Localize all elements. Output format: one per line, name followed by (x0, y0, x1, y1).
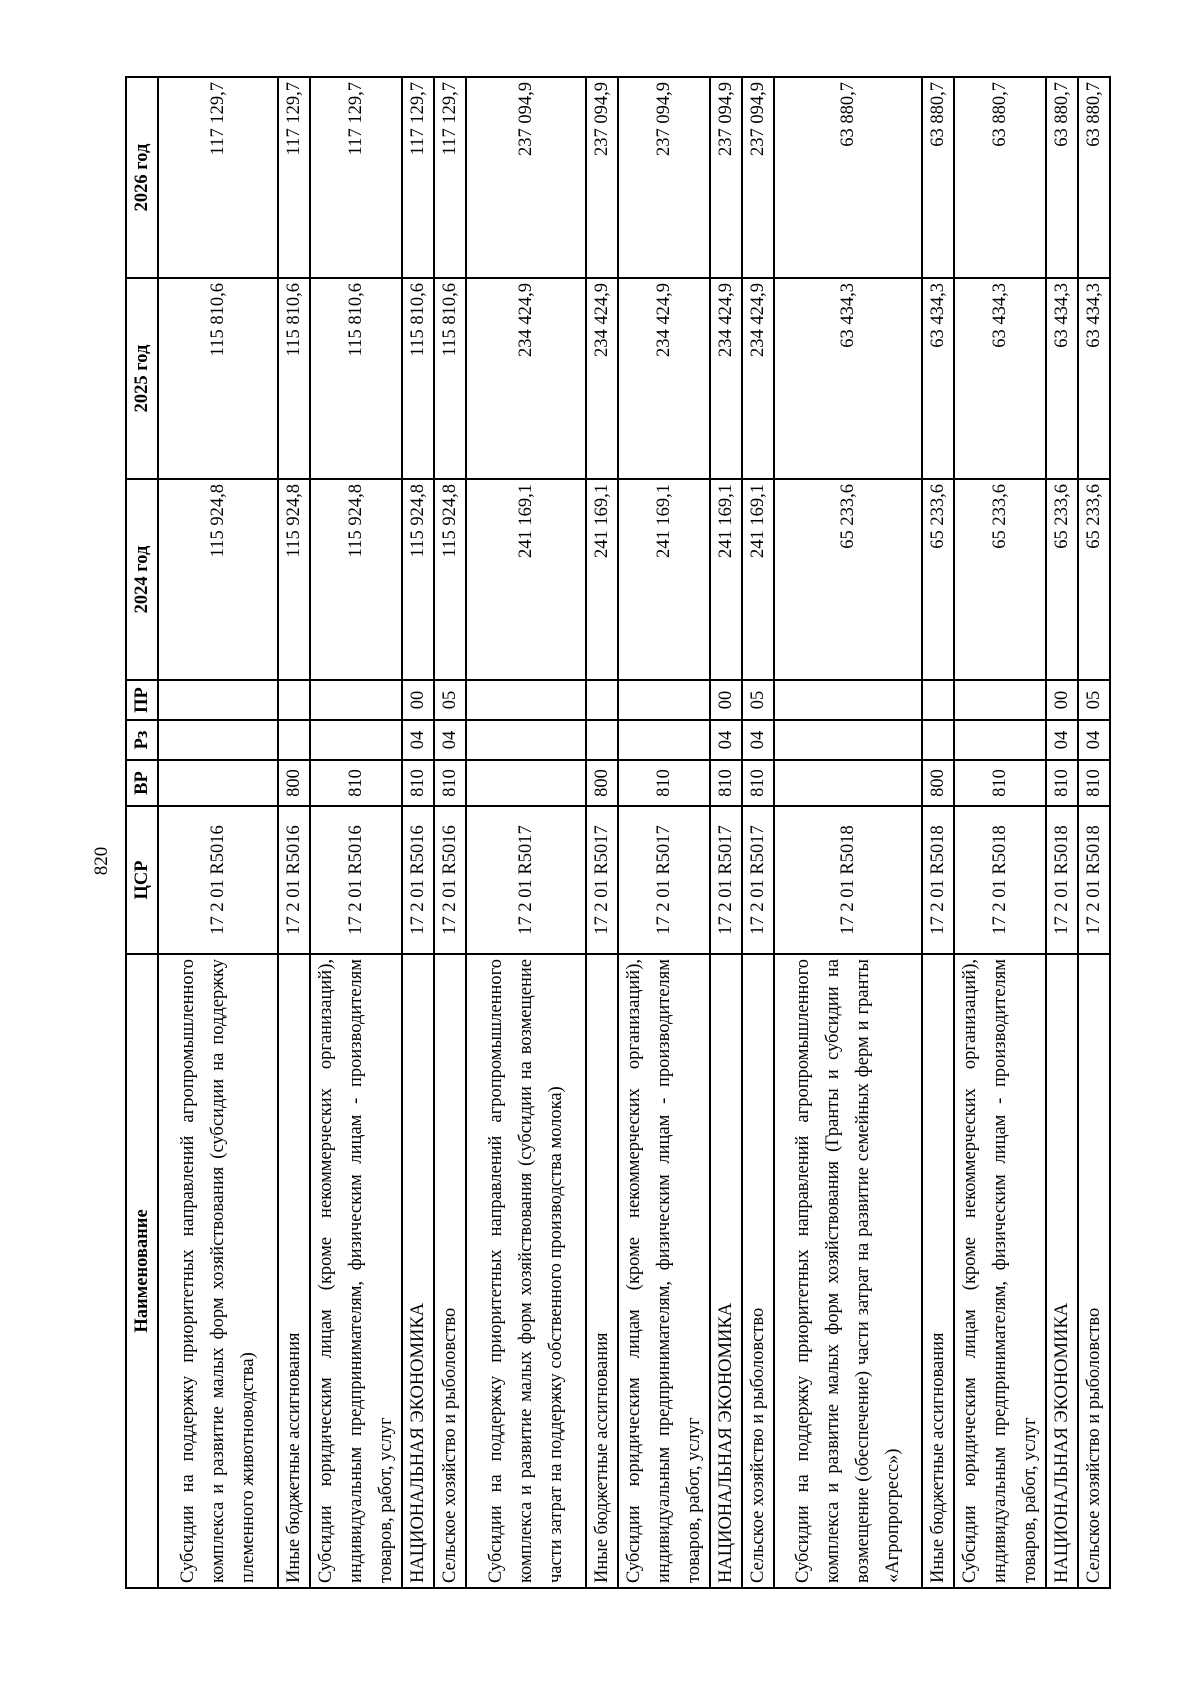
row-2024: 241 169,1 (586, 479, 618, 680)
row-2024: 65 233,6 (774, 479, 922, 680)
row-2024: 115 924,8 (310, 479, 402, 680)
row-pr (158, 680, 278, 720)
row-2026: 237 094,9 (742, 77, 774, 278)
row-2026: 63 880,7 (1046, 77, 1078, 278)
row-csr: 17 2 01 R5017 (586, 806, 618, 954)
row-rz (158, 720, 278, 760)
row-2026: 117 129,7 (158, 77, 278, 278)
row-vr: 810 (710, 760, 742, 806)
header-2025: 2025 год (126, 278, 158, 479)
row-vr: 800 (278, 760, 310, 806)
header-csr: ЦСР (126, 806, 158, 954)
row-name: НАЦИОНАЛЬНАЯ ЭКОНОМИКА (402, 954, 434, 1588)
row-2026: 237 094,9 (586, 77, 618, 278)
row-2025: 63 434,3 (1078, 278, 1110, 479)
row-vr (158, 760, 278, 806)
table-row (434, 77, 466, 1588)
row-2025: 234 424,9 (710, 278, 742, 479)
row-rz (278, 720, 310, 760)
row-2025: 115 810,6 (278, 278, 310, 479)
table-row (586, 77, 618, 1588)
row-2025: 234 424,9 (466, 278, 586, 479)
row-rz (310, 720, 402, 760)
row-2025: 234 424,9 (618, 278, 710, 479)
table-row (618, 77, 710, 1588)
row-2025: 63 434,3 (922, 278, 954, 479)
row-name: Иные бюджетные ассигнования (586, 954, 618, 1588)
row-2024: 241 169,1 (618, 479, 710, 680)
header-2024: 2024 год (126, 479, 158, 680)
row-pr (774, 680, 922, 720)
row-pr (278, 680, 310, 720)
header-vr: ВР (126, 760, 158, 806)
row-rz (774, 720, 922, 760)
row-rz (586, 720, 618, 760)
row-pr (618, 680, 710, 720)
row-2024: 115 924,8 (402, 479, 434, 680)
row-csr: 17 2 01 R5017 (710, 806, 742, 954)
row-csr: 17 2 01 R5016 (158, 806, 278, 954)
row-name: Иные бюджетные ассигнования (922, 954, 954, 1588)
table-row (310, 77, 402, 1588)
table-row (954, 77, 1046, 1588)
row-csr: 17 2 01 R5016 (310, 806, 402, 954)
row-rz (922, 720, 954, 760)
row-2026: 63 880,7 (922, 77, 954, 278)
row-2025: 234 424,9 (586, 278, 618, 479)
table-row (922, 77, 954, 1588)
row-name: Сельское хозяйство и рыболовство (742, 954, 774, 1588)
row-pr (586, 680, 618, 720)
row-2024: 241 169,1 (742, 479, 774, 680)
row-2026: 117 129,7 (434, 77, 466, 278)
row-pr: 05 (1078, 680, 1110, 720)
page-number: 820 (91, 846, 112, 876)
row-2024: 241 169,1 (710, 479, 742, 680)
row-2025: 63 434,3 (954, 278, 1046, 479)
row-rz: 04 (1078, 720, 1110, 760)
row-2026: 117 129,7 (278, 77, 310, 278)
row-pr: 00 (1046, 680, 1078, 720)
row-pr: 00 (710, 680, 742, 720)
row-2024: 115 924,8 (158, 479, 278, 680)
row-pr: 00 (402, 680, 434, 720)
row-vr: 810 (618, 760, 710, 806)
row-2026: 117 129,7 (310, 77, 402, 278)
row-name: Иные бюджетные ассигнования (278, 954, 310, 1588)
row-rz (954, 720, 1046, 760)
table-row (278, 77, 310, 1588)
row-2026: 63 880,7 (774, 77, 922, 278)
row-2026: 237 094,9 (618, 77, 710, 278)
row-csr: 17 2 01 R5016 (402, 806, 434, 954)
row-pr: 05 (434, 680, 466, 720)
row-2025: 63 434,3 (1046, 278, 1078, 479)
row-csr: 17 2 01 R5017 (466, 806, 586, 954)
table-row (742, 77, 774, 1588)
row-vr: 800 (586, 760, 618, 806)
table-row (774, 77, 922, 1588)
row-rz: 04 (402, 720, 434, 760)
row-vr: 810 (954, 760, 1046, 806)
row-2024: 65 233,6 (954, 479, 1046, 680)
row-vr (466, 760, 586, 806)
row-2026: 237 094,9 (710, 77, 742, 278)
row-vr (774, 760, 922, 806)
row-2026: 63 880,7 (954, 77, 1046, 278)
row-name: Субсидии на поддержку приоритетных направлений агропромышленного комплекса и развитие малых форм хозяйствования (Гранты и субсидии на возмещение (обеспечение) части затрат на развитие семейных ферм и гранты «Агропрогресс») (774, 954, 922, 1588)
row-name: Субсидии юридическим лицам (кроме некоммерческих организаций), индивидуальным предпринимателям, физическим лицам - производителям товаров, работ, услуг (618, 954, 710, 1588)
rotated-table-container (125, 78, 1104, 1589)
row-pr (954, 680, 1046, 720)
row-name: Сельское хозяйство и рыболовство (1078, 954, 1110, 1588)
row-name: Субсидии на поддержку приоритетных направлений агропромышленного комплекса и развитие малых форм хозяйствования (субсидии на поддержку племенного животноводства) (158, 954, 278, 1588)
row-2026: 237 094,9 (466, 77, 586, 278)
row-rz: 04 (434, 720, 466, 760)
row-2024: 65 233,6 (1078, 479, 1110, 680)
row-csr: 17 2 01 R5017 (618, 806, 710, 954)
table-row (1078, 77, 1110, 1588)
row-2025: 234 424,9 (742, 278, 774, 479)
row-rz (466, 720, 586, 760)
row-name: Субсидии юридическим лицам (кроме некоммерческих организаций), индивидуальным предпринимателям, физическим лицам - производителям товаров, работ, услуг (310, 954, 402, 1588)
table-header-row (126, 77, 158, 1588)
row-rz (618, 720, 710, 760)
row-vr: 810 (742, 760, 774, 806)
row-pr (922, 680, 954, 720)
row-csr: 17 2 01 R5017 (742, 806, 774, 954)
table-row (466, 77, 586, 1588)
row-pr (466, 680, 586, 720)
row-2024: 65 233,6 (922, 479, 954, 680)
table-row (158, 77, 278, 1588)
row-name: НАЦИОНАЛЬНАЯ ЭКОНОМИКА (710, 954, 742, 1588)
row-pr (310, 680, 402, 720)
row-vr: 810 (1078, 760, 1110, 806)
row-2026: 117 129,7 (402, 77, 434, 278)
row-2024: 241 169,1 (466, 479, 586, 680)
row-name: НАЦИОНАЛЬНАЯ ЭКОНОМИКА (1046, 954, 1078, 1588)
row-vr: 800 (922, 760, 954, 806)
row-2024: 115 924,8 (434, 479, 466, 680)
row-name: Субсидии на поддержку приоритетных направлений агропромышленного комплекса и развитие малых форм хозяйствования (субсидии на возмещение части затрат на поддержку собственного производства молока) (466, 954, 586, 1588)
row-vr: 810 (434, 760, 466, 806)
table-row (710, 77, 742, 1588)
table-row (1046, 77, 1078, 1588)
row-rz: 04 (742, 720, 774, 760)
row-name: Сельское хозяйство и рыболовство (434, 954, 466, 1588)
header-2026: 2026 год (126, 77, 158, 278)
budget-table (125, 76, 1111, 1589)
row-pr: 05 (742, 680, 774, 720)
row-csr: 17 2 01 R5016 (434, 806, 466, 954)
row-vr: 810 (1046, 760, 1078, 806)
row-csr: 17 2 01 R5016 (278, 806, 310, 954)
header-pr: ПР (126, 680, 158, 720)
row-2025: 115 810,6 (434, 278, 466, 479)
row-csr: 17 2 01 R5018 (954, 806, 1046, 954)
row-csr: 17 2 01 R5018 (922, 806, 954, 954)
header-rz: Рз (126, 720, 158, 760)
table-row (402, 77, 434, 1588)
row-name: Субсидии юридическим лицам (кроме некоммерческих организаций), индивидуальным предпринимателям, физическим лицам - производителям товаров, работ, услуг (954, 954, 1046, 1588)
row-2024: 65 233,6 (1046, 479, 1078, 680)
header-name: Наименование (126, 954, 158, 1588)
row-2026: 63 880,7 (1078, 77, 1110, 278)
row-2024: 115 924,8 (278, 479, 310, 680)
row-rz: 04 (710, 720, 742, 760)
row-2025: 63 434,3 (774, 278, 922, 479)
row-vr: 810 (310, 760, 402, 806)
row-csr: 17 2 01 R5018 (774, 806, 922, 954)
row-2025: 115 810,6 (158, 278, 278, 479)
row-csr: 17 2 01 R5018 (1078, 806, 1110, 954)
row-2025: 115 810,6 (402, 278, 434, 479)
row-csr: 17 2 01 R5018 (1046, 806, 1078, 954)
row-rz: 04 (1046, 720, 1078, 760)
row-vr: 810 (402, 760, 434, 806)
row-2025: 115 810,6 (310, 278, 402, 479)
